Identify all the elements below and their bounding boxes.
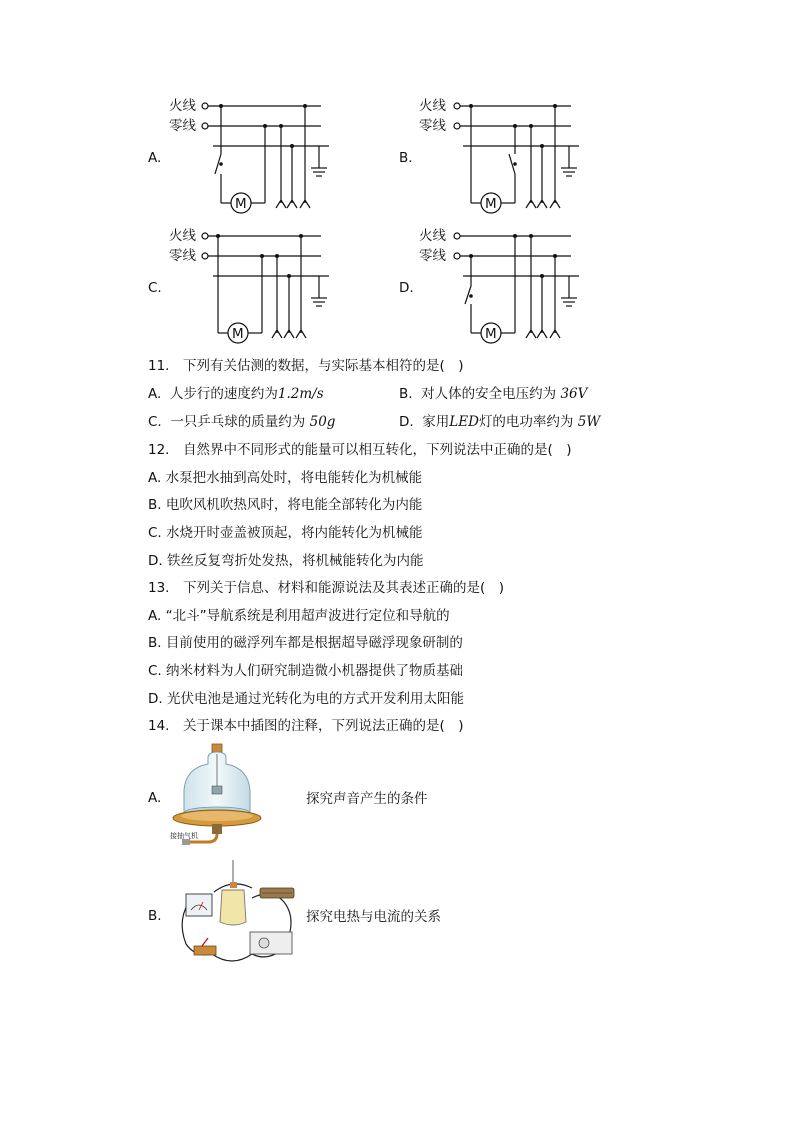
q14-stem: 14. 关于课本中插图的注释，下列说法正确的是( ) (148, 718, 464, 734)
q12-option-b: B. 电吹风机吹热风时，将电能全部转化为内能 (148, 497, 423, 513)
circuit-diagram-b (415, 92, 595, 217)
q12-option-d: D. 铁丝反复弯折处发热，将机械能转化为内能 (148, 553, 424, 569)
motor-label: M (235, 196, 247, 212)
motor-label: M (485, 326, 497, 342)
live-wire-label: 火线 (169, 228, 196, 244)
bell-jar-figure (168, 742, 308, 852)
q11-option-b: B. 对人体的安全电压约为 36V (399, 386, 588, 402)
q13-option-b: B. 目前使用的磁浮列车都是根据超导磁浮现象研制的 (148, 635, 463, 651)
live-wire-label: 火线 (419, 98, 446, 114)
neutral-wire-label: 零线 (169, 118, 196, 134)
circuit-diagram-d (415, 222, 595, 347)
q13-stem: 13. 下列关于信息、材料和能源说法及其表述正确的是( ) (148, 580, 505, 596)
option-d-letter: D. (399, 280, 414, 296)
q12-option-a: A. 水泵把水抽到高处时，将电能转化为机械能 (148, 470, 423, 486)
q11-stem: 11. 下列有关估测的数据，与实际基本相符的是( ) (148, 358, 464, 374)
q14-option-a-letter: A. (148, 790, 162, 806)
circuit-diagram-a (165, 92, 345, 217)
q13-option-c: C. 纳米材料为人们研究制造微小机器提供了物质基础 (148, 663, 464, 679)
option-a-letter: A. (148, 150, 162, 166)
vacuum-pump-label: 接抽气机 (170, 832, 198, 840)
q13-option-d: D. 光伏电池是通过光转化为电的方式开发利用太阳能 (148, 691, 464, 707)
q12-stem: 12. 自然界中不同形式的能量可以相互转化，下列说法中正确的是( ) (148, 442, 572, 458)
q14-option-a-caption: 探究声音产生的条件 (306, 791, 428, 807)
q14-option-b-caption: 探究电热与电流的关系 (306, 909, 441, 925)
neutral-wire-label: 零线 (169, 248, 196, 264)
option-c-letter: C. (148, 280, 162, 296)
neutral-wire-label: 零线 (419, 118, 446, 134)
electric-heat-experiment-figure (172, 858, 304, 968)
live-wire-label: 火线 (419, 228, 446, 244)
q12-option-c: C. 水烧开时壶盖被顶起，将内能转化为机械能 (148, 525, 423, 541)
option-b-letter: B. (399, 150, 413, 166)
neutral-wire-label: 零线 (419, 248, 446, 264)
live-wire-label: 火线 (169, 98, 196, 114)
motor-label: M (485, 196, 497, 212)
q11-option-c: C. 一只乒乓球的质量约为 50g (148, 414, 336, 430)
q14-option-b-letter: B. (148, 908, 162, 924)
q11-option-a: A. 人步行的速度约为1.2m/s (148, 386, 324, 402)
circuit-diagram-c (165, 222, 345, 347)
q13-option-a: A. “北斗”导航系统是利用超声波进行定位和导航的 (148, 608, 450, 624)
motor-label: M (232, 326, 244, 342)
q11-option-d: D. 家用LED灯的电功率约为 5W (399, 414, 601, 430)
